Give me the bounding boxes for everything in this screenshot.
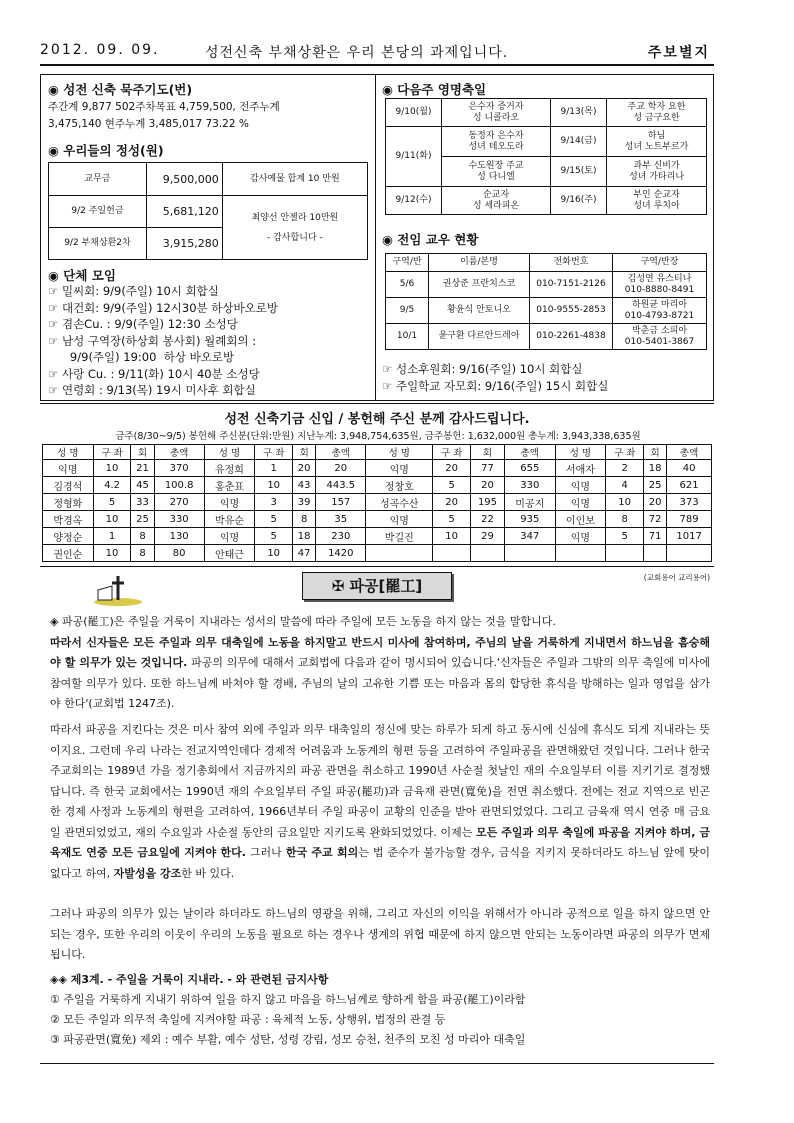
fund-col-header: 구 좌 — [93, 445, 131, 460]
fund-cell: 443.5 — [316, 477, 366, 494]
fund-col-header: 총액 — [316, 445, 366, 460]
fund-cell: 익명 — [555, 528, 606, 545]
fund-cell: 935 — [504, 511, 555, 528]
fund-cell: 5 — [606, 528, 644, 545]
column-divider — [375, 74, 376, 401]
transfer-name: 권상준 프란치스코 — [429, 272, 530, 298]
fund-cell: 330 — [154, 511, 204, 528]
fund-cell: 20 — [433, 494, 471, 511]
pagong-list-item: ① 주일을 거룩하게 지내기 위하여 일을 하지 않고 마음을 하느님께로 향하게 함을 파공(罷工)이라함 — [50, 993, 526, 1006]
fund-row — [43, 511, 712, 528]
transfer-area: 5/6 — [386, 272, 429, 298]
section-rule — [40, 403, 714, 404]
fund-cell: 5 — [433, 511, 471, 528]
fund-cell: 39 — [293, 494, 316, 511]
fund-cell: 25 — [644, 477, 667, 494]
fund-cell: 양정순 — [43, 528, 94, 545]
fund-cell: 20 — [471, 477, 505, 494]
transfer-name: 윤구환 다르안드레아 — [429, 324, 530, 350]
group-item: ☞ 밀씨회: 9/9(주일) 10시 회합실 — [48, 284, 219, 298]
pagong-duty: 모든 주일과 의무 축일에 파공을 지켜야 하며, 금육재도 연중 모든 금요일에 지켜야 한다. — [50, 825, 710, 859]
fund-cell: 5 — [433, 477, 471, 494]
feast-date: 9/14(금) — [551, 127, 607, 157]
fund-cell: 621 — [667, 477, 712, 494]
feast-saint: 주교 학자 요한 성 금구요한 — [607, 99, 707, 127]
fund-cell: 230 — [316, 528, 366, 545]
fund-col-header: 성 명 — [204, 445, 255, 460]
fund-cell: 홍춘표 — [204, 477, 255, 494]
offering-amount: 5,681,120 — [146, 196, 222, 228]
bulletin-tag: 주보별지 — [647, 45, 710, 61]
fund-cell: 유정희 — [204, 460, 255, 477]
offering-heading: ◉ 우리들의 정성(원) — [48, 143, 164, 158]
pagong-para-1 — [50, 612, 710, 715]
group-item: ☞ 남성 구역장(하상회 봉사회) 월례회의 : — [48, 333, 257, 348]
pagong-source: (교회용어 교리용어) — [643, 573, 710, 582]
fund-cell: 미공지 — [504, 494, 555, 511]
fund-cell: 익명 — [366, 460, 433, 477]
fund-cell: 270 — [154, 494, 204, 511]
fund-col-header: 성 명 — [555, 445, 606, 460]
fund-cell: 2 — [606, 460, 644, 477]
fund-cell: 18 — [293, 528, 316, 545]
fund-cell: 정창호 — [366, 477, 433, 494]
fund-cell: 3 — [255, 494, 293, 511]
fund-col-header: 성 명 — [43, 445, 94, 460]
fund-cell: 72 — [644, 511, 667, 528]
transfer-phone: 010-2261-4838 — [530, 324, 613, 350]
transfer-col-header: 구역/반 — [386, 254, 429, 272]
fund-cell: 익명 — [555, 494, 606, 511]
offering-donor: 최양선 안젤라 10만원 — [251, 212, 339, 223]
church-illustration — [88, 574, 158, 608]
fund-row — [43, 477, 712, 494]
fund-cell: 370 — [154, 460, 204, 477]
fund-col-header: 성 명 — [366, 445, 433, 460]
fund-cell — [606, 545, 644, 562]
feast-saint: 하님 성녀 노트부르가 — [607, 127, 707, 157]
fund-cell: 20 — [293, 460, 316, 477]
fund-row — [43, 528, 712, 545]
fund-cell: 21 — [131, 460, 154, 477]
fund-cell: 45 — [131, 477, 154, 494]
pagong-para-2: 따라서 파공을 지킨다는 것은 미사 참여 외에 주일과 의무 대축일의 정신에 맞는 하루가 되게 하고 동시에 신심에 휴식도 되게 지내라는 뜻이지요. 그런데 우리 나라는 전교지역인데다 경제적 어려움과 노동계의 형편 등을 고려하여 주일파공을 관면해왔던 것입니다. 그러나 한국주교회의는 1989년 가을 정기총회에서 지금까지의 파공 관면을 취소하고 1990년 사순절 첫날인 재의 수요일부터 이를 지키기로 결정했답니다. 즉 한국 교회에서는 1990년 재의 수요일부터 주일 파공(罷功)과 금육재 관면(寬免)을 전면 취소했다. 전에는 전교 지역으로 빈곤한 경제 사정과 노동계의 형편을 고려하여, 1966년부터 주일 파공이 교황의 인준을 받아 관면되었었다. 그리고 금육재 역시 연중 매 금요일 관면되었었고, 재의 수요일과 사순절 동안의 금요일만 지키도록 완화되었었다. 이제는 모든 주일과 의무 축일에 파공을 지켜야 하며, 금육재도 연중 모든 금요일에 지켜야 한다. 그러나 한국 주교 회의는 법 준수가 불가능할 경우, 금식을 지키지 못하더라도 하느님 앞에 탓이 없다고 하여, 자발성을 강조한 바 있다. — [50, 723, 711, 880]
fund-cell: 박길진 — [366, 528, 433, 545]
fund-cell: 789 — [667, 511, 712, 528]
transfer-heading: ◉ 전임 교우 현황 — [382, 232, 479, 247]
fund-cell: 익명 — [204, 528, 255, 545]
transfer-notices — [382, 361, 608, 394]
group-item: ☞ 사랑 Cu. : 9/11(화) 10시 40분 소성당 — [48, 366, 260, 381]
transfer-area: 9/5 — [386, 298, 429, 324]
fund-cell — [471, 545, 505, 562]
groups-heading: ◉ 단체 모임 — [48, 268, 116, 283]
fund-col-header: 구 좌 — [255, 445, 293, 460]
fund-cell — [555, 545, 606, 562]
page-header — [40, 42, 712, 62]
feast-table — [385, 98, 707, 215]
feast-heading: ◉ 다음주 영명축일 — [382, 82, 487, 97]
transfer-name: 황윤식 안토니오 — [429, 298, 530, 324]
feast-saint: 수도원장 주교 성 다니엘 — [442, 157, 551, 187]
fund-col-header: 회 — [471, 445, 505, 460]
pagong-title-box — [302, 572, 452, 600]
fund-cell: 8 — [293, 511, 316, 528]
offering-label: 9/2 주일헌금 — [49, 196, 147, 228]
fund-cell: 47 — [293, 545, 316, 562]
fund-cell: 1 — [93, 528, 131, 545]
fund-cell: 29 — [471, 528, 505, 545]
fund-cell: 43 — [293, 477, 316, 494]
fund-col-header: 회 — [293, 445, 316, 460]
fund-col-header: 구 좌 — [433, 445, 471, 460]
fund-cell: 373 — [667, 494, 712, 511]
fund-cell: 33 — [131, 494, 154, 511]
transfer-leader: 하원균 마리아 010-4793-8721 — [613, 298, 707, 324]
transfer-phone: 010-9555-2853 — [530, 298, 613, 324]
fund-cell: 20 — [433, 460, 471, 477]
offering-table — [48, 162, 368, 260]
fund-cell — [644, 545, 667, 562]
feast-saint: 동정자 은수자 성녀 테오도라 — [442, 127, 551, 157]
church-icon — [88, 574, 158, 608]
feast-saint: 부인 순교자 성녀 루치아 — [607, 187, 707, 215]
fund-cell: 4 — [606, 477, 644, 494]
transfer-col-header: 전화번호 — [530, 254, 613, 272]
fund-cell: 35 — [316, 511, 366, 528]
fund-cell: 서애자 — [555, 460, 606, 477]
pagong-list-item: ② 모든 주일과 의무적 축일에 지켜야할 파공 : 육체적 노동, 상행위, 법정의 관결 등 — [50, 1013, 446, 1026]
group-item: ☞ 대건회: 9/9(주일) 12시30분 하상바오로방 — [48, 300, 278, 315]
fund-cell — [366, 545, 433, 562]
prayer-line-2: 3,475,140 현주누계 3,485,017 73.22 % — [48, 118, 249, 130]
offering-thanks — [222, 196, 367, 260]
offering-label: 9/2 부채상환2차 — [49, 228, 147, 260]
feast-saint: 순교자 성 세라피온 — [442, 187, 551, 215]
fund-cell: 김경석 — [43, 477, 94, 494]
feast-date: 9/11(화) — [386, 127, 442, 187]
prayer-heading: ◉ 성전 신축 묵주기도(번) — [48, 82, 193, 97]
pagong-para-3: 그러나 파공의 의무가 있는 날이라 하더라도 하느님의 영광을 위해, 그리고 자신의 이익을 위해서가 아니라 공적으로 일을 하지 않으면 안되는 경우, 또한 우리의 이웃이 우리의 노동을 필요로 하는 경우나 생계의 위협 때문에 하지 않으면 안되는 노동이라면 파공의 의무가 면제됩니다. — [50, 907, 710, 961]
fund-cell — [504, 545, 555, 562]
fund-cell: 8 — [131, 528, 154, 545]
offering-amount: 9,500,000 — [146, 163, 222, 196]
fund-cell: 1017 — [667, 528, 712, 545]
feast-date: 9/12(수) — [386, 187, 442, 215]
pagong-def: ◈ 파공(罷工)은 주일을 거룩이 지내라는 성서의 말씀에 따라 주일에 모든 노동을 하지 않는 것을 말합니다. — [50, 615, 556, 628]
fund-cell: 330 — [504, 477, 555, 494]
cross-icon: ✠ — [331, 577, 350, 595]
fund-cell — [433, 545, 471, 562]
fund-cell: 22 — [471, 511, 505, 528]
feast-saint: 은수자 증거자 성 니콜라오 — [442, 99, 551, 127]
fund-col-header: 회 — [644, 445, 667, 460]
feast-date: 9/16(주) — [551, 187, 607, 215]
feast-date: 9/13(목) — [551, 99, 607, 127]
transfer-area: 10/1 — [386, 324, 429, 350]
fund-summary: 금주(8/30~9/5) 봉헌해 주신분(단위:만원) 지난누계: 3,948,754,635원, 금주봉헌: 1,632,000원 총누계: 3,943,338,635원 — [115, 431, 641, 442]
transfer-col-header: 구역/반장 — [613, 254, 707, 272]
fund-cell: 정형화 — [43, 494, 94, 511]
fund-table — [42, 444, 712, 562]
fund-cell: 5 — [255, 511, 293, 528]
pagong-list — [50, 970, 710, 1050]
pagong-bishops: 한국 주교 회의 — [285, 846, 359, 859]
fund-cell: 71 — [644, 528, 667, 545]
transfer-phone: 010-7151-2126 — [530, 272, 613, 298]
section-rule — [40, 566, 714, 567]
fund-cell: 익명 — [204, 494, 255, 511]
fund-cell: 20 — [644, 494, 667, 511]
fund-col-header: 총액 — [154, 445, 204, 460]
fund-cell: 익명 — [366, 511, 433, 528]
fund-cell: 77 — [471, 460, 505, 477]
pagong-title: 파공[罷工] — [349, 577, 423, 595]
offering-note: 감사예물 합계 10 만원 — [222, 163, 367, 196]
header-rule — [40, 64, 714, 66]
bulletin-date: 2012. 09. 09. — [40, 42, 160, 58]
fund-cell: 18 — [644, 460, 667, 477]
prayer-line-1: 주간계 9,877 502주차목표 4,759,500, 전주누계 — [48, 101, 280, 113]
fund-col-header: 총액 — [504, 445, 555, 460]
fund-cell: 5 — [93, 494, 131, 511]
fund-cell: 1 — [255, 460, 293, 477]
fund-cell: 40 — [667, 460, 712, 477]
feast-date: 9/10(월) — [386, 99, 442, 127]
fund-cell: 10 — [255, 545, 293, 562]
pagong-voluntary: 자발성을 강조 — [113, 866, 182, 880]
offering-thanks-text: - 감사합니다 - — [267, 232, 323, 243]
notice-item: ☞ 성소후원회: 9/16(주일) 10시 회합실 — [382, 362, 583, 376]
fund-cell: 80 — [154, 545, 204, 562]
transfer-leader: 김성연 유스티나 010-8880-8491 — [613, 272, 707, 298]
fund-cell: 347 — [504, 528, 555, 545]
group-item: 9/9(주일) 19:00 하상 바오로방 — [48, 350, 235, 364]
fund-cell: 박경옥 — [43, 511, 94, 528]
fund-row — [43, 545, 712, 562]
fund-cell: 8 — [606, 511, 644, 528]
transfer-leader: 박춘금 소피아 010-5401-3867 — [613, 324, 707, 350]
group-item: ☞ 연령회 : 9/13(목) 19시 미사후 회합실 — [48, 383, 256, 397]
fund-cell: 8 — [131, 545, 154, 562]
fund-cell: 130 — [154, 528, 204, 545]
fund-cell: 1420 — [316, 545, 366, 562]
fund-title: 성전 신축기금 신입 / 봉헌해 주신 분께 감사드립니다. — [224, 412, 530, 427]
transfer-col-header: 이름/본명 — [429, 254, 530, 272]
fund-cell: 10 — [606, 494, 644, 511]
notice-item: ☞ 주일학교 자모회: 9/16(주일) 15시 회합실 — [382, 378, 609, 393]
groups-list — [48, 283, 278, 399]
fund-cell: 10 — [433, 528, 471, 545]
fund-cell: 박유순 — [204, 511, 255, 528]
fund-cell: 195 — [471, 494, 505, 511]
fund-col-header: 구 좌 — [606, 445, 644, 460]
pagong-list-heading: ◈◈ 제3계. - 주일을 거룩이 지내라. - 와 관련된 금지사항 — [50, 973, 329, 986]
fund-cell: 10 — [93, 460, 131, 477]
fund-cell: 안태근 — [204, 545, 255, 562]
fund-cell: 20 — [316, 460, 366, 477]
offering-label: 교무금 — [49, 163, 147, 196]
footer-rule — [40, 1063, 714, 1064]
fund-cell — [667, 545, 712, 562]
fund-cell: 10 — [255, 477, 293, 494]
feast-date: 9/15(토) — [551, 157, 607, 187]
fund-cell: 10 — [93, 511, 131, 528]
pagong-emphasis: 따라서 신자들은 모든 주일과 의무 대축일에 노동을 하지말고 반드시 미사에 참여하며, 주님의 날을 거룩하게 지내면서 하느님을 흠숭해야 할 의무가 있는 것입니다. — [50, 635, 710, 669]
fund-col-header: 회 — [131, 445, 154, 460]
offering-amount: 3,915,280 — [146, 228, 222, 260]
fund-cell: 권인순 — [43, 545, 94, 562]
fund-cell: 100.8 — [154, 477, 204, 494]
fund-cell: 5 — [255, 528, 293, 545]
fund-cell: 이인보 — [555, 511, 606, 528]
fund-row — [43, 460, 712, 477]
group-item: ☞ 겸손Cu. : 9/9(주일) 12:30 소성당 — [48, 317, 238, 331]
fund-cell: 157 — [316, 494, 366, 511]
pagong-law: 파공의 의무에 대해서 교회법에 다음과 같이 명시되어 있습니다.'신자들은 주일과 그밖의 의무 축일에 미사에 참여할 의무가 있다. 또한 하느님께 바쳐야 할 경배, 주님의 날의 고유한 기쁨 또는 마음과 몸의 합당한 휴식을 방해하는 일과 영업을 삼가야 한다'(교회법 1247조). — [50, 656, 710, 710]
fund-cell: 4.2 — [93, 477, 131, 494]
fund-row — [43, 494, 712, 511]
fund-cell: 25 — [131, 511, 154, 528]
bulletin-title: 성전신축 부채상환은 우리 본당의 과제입니다. — [205, 45, 509, 61]
transfer-table — [385, 253, 707, 350]
pagong-list-item: ③ 파공관면(寬免) 제외 : 예수 부활, 예수 성탄, 성령 강림, 성모 승천, 천주의 모친 성 마리아 대축일 — [50, 1033, 526, 1046]
feast-saint: 과부 신비가 성녀 가타리나 — [607, 157, 707, 187]
fund-col-header: 총액 — [667, 445, 712, 460]
fund-cell: 10 — [93, 545, 131, 562]
fund-cell: 성곡수산 — [366, 494, 433, 511]
fund-cell: 익명 — [555, 477, 606, 494]
fund-cell: 익명 — [43, 460, 94, 477]
fund-cell: 655 — [504, 460, 555, 477]
